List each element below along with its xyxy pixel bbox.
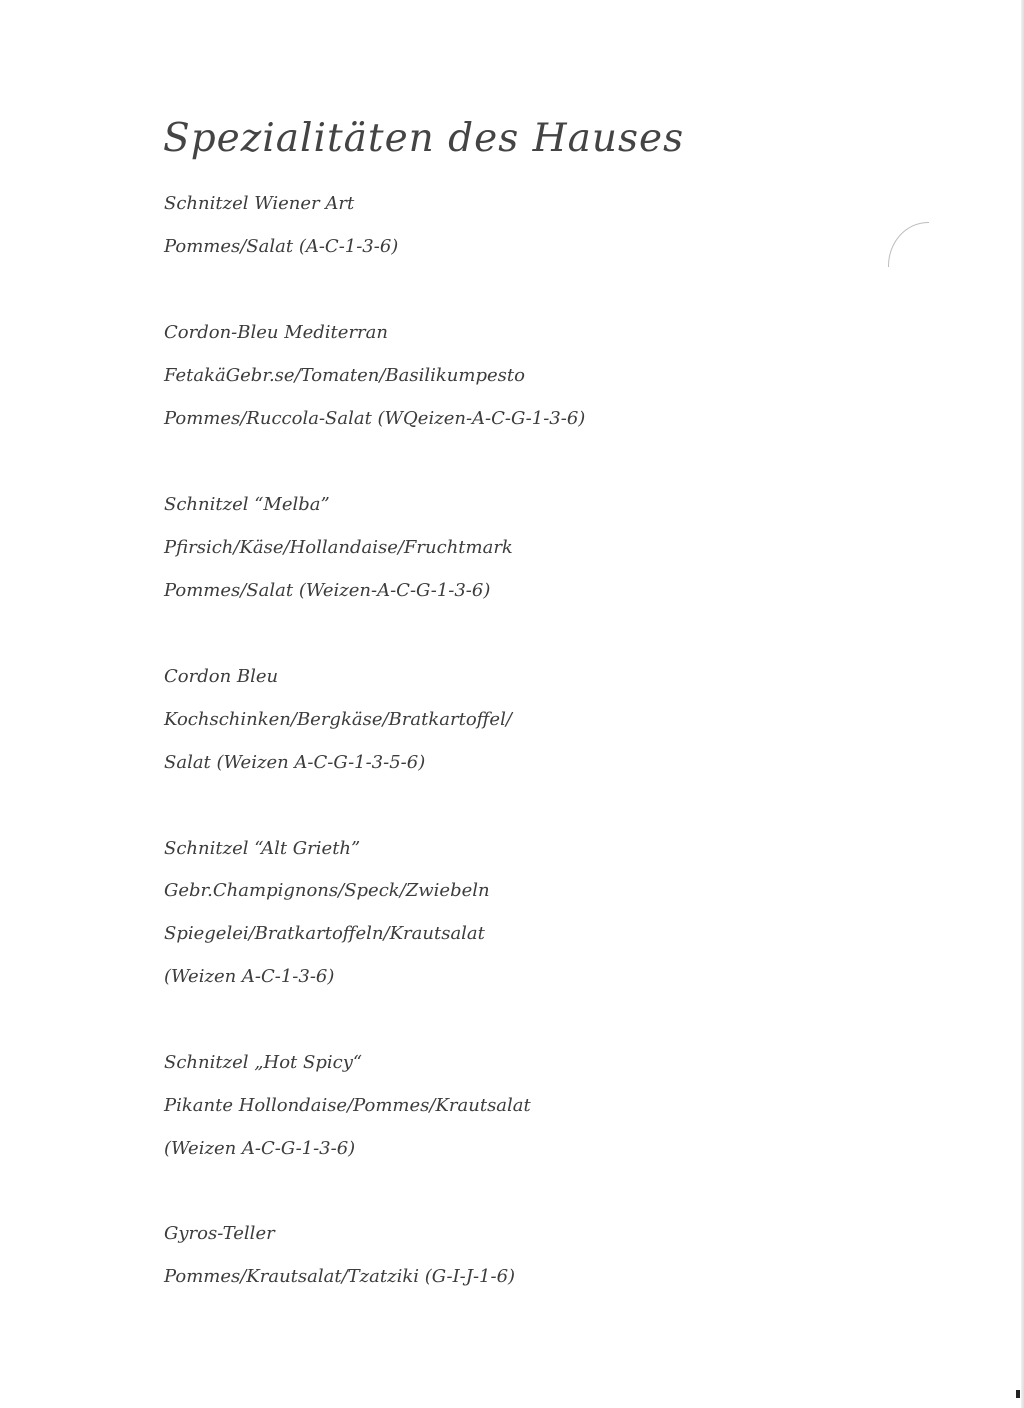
dish-7-name: Gyros-Teller [164, 1223, 275, 1244]
dish-5-line-3: (Weizen A-C-1-3-6) [164, 966, 335, 987]
dish-1-line-1: Pommes/Salat (A-C-1-3-6) [164, 236, 399, 257]
dish-5-line-1: Gebr.Champignons/Speck/Zwiebeln [164, 880, 490, 901]
dish-3-name: Schnitzel “Melba” [164, 494, 330, 515]
dish-6-line-2: (Weizen A-C-G-1-3-6) [164, 1138, 356, 1159]
dish-5-name: Schnitzel “Alt Grieth” [164, 838, 361, 859]
dish-2-name: Cordon-Bleu Mediterran [164, 322, 388, 343]
dish-3-line-2: Pommes/Salat (Weizen-A-C-G-1-3-6) [164, 580, 491, 601]
dish-5-line-2: Spiegelei/Bratkartoffeln/Krautsalat [164, 923, 485, 944]
dish-3-line-1: Pfirsich/Käse/Hollandaise/Fruchtmark [164, 537, 513, 558]
dish-4-name: Cordon Bleu [164, 666, 279, 687]
dish-6-line-1: Pikante Hollondaise/Pommes/Krautsalat [164, 1095, 531, 1116]
page-title: Spezialitäten des Hauses [163, 116, 685, 161]
dish-4-line-1: Kochschinken/Bergkäse/Bratkartoffel/ [164, 709, 512, 730]
dish-6-name: Schnitzel „Hot Spicy“ [164, 1052, 363, 1073]
dish-2-line-1: FetakäGebr.se/Tomaten/Basilikumpesto [164, 365, 525, 386]
dish-1-name: Schnitzel Wiener Art [164, 193, 355, 214]
dish-7-line-1: Pommes/Krautsalat/Tzatziki (G-I-J-1-6) [164, 1266, 516, 1287]
dish-4-line-2: Salat (Weizen A-C-G-1-3-5-6) [164, 752, 426, 773]
scan-mark [1016, 1390, 1020, 1398]
dish-2-line-2: Pommes/Ruccola-Salat (WQeizen-A-C-G-1-3-6) [164, 408, 586, 429]
pencil-stroke [888, 222, 929, 267]
